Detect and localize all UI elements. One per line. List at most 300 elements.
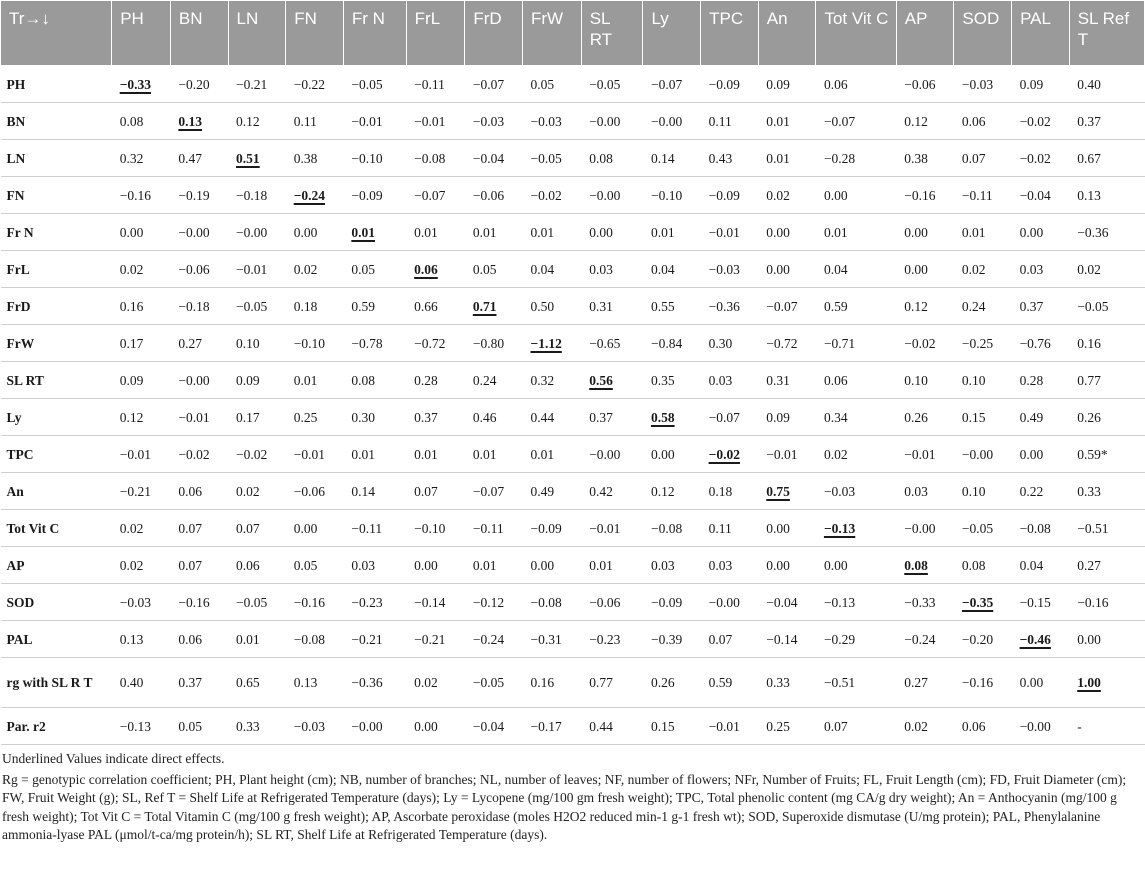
table-cell: −0.14 <box>758 621 816 658</box>
table-cell: 0.07 <box>170 510 228 547</box>
row-header: AP <box>1 547 112 584</box>
table-cell: −0.01 <box>286 436 344 473</box>
row-header: PAL <box>1 621 112 658</box>
direct-effect-cell: −1.12 <box>523 325 582 362</box>
direct-effect-cell: 0.06 <box>406 251 465 288</box>
row-header: FrD <box>1 288 112 325</box>
table-cell: 0.14 <box>643 140 701 177</box>
column-header: BN <box>170 1 228 66</box>
table-cell: 0.00 <box>758 251 816 288</box>
table-cell: 0.17 <box>228 399 286 436</box>
table-cell: −0.07 <box>701 399 759 436</box>
table-cell: 0.26 <box>1069 399 1144 436</box>
table-cell: −0.06 <box>465 177 523 214</box>
column-header-trait: Tr→↓ <box>1 1 112 66</box>
table-footnotes <box>0 745 1145 845</box>
table-cell: 0.12 <box>896 103 954 140</box>
table-cell: 0.10 <box>896 362 954 399</box>
table-cell: −0.18 <box>170 288 228 325</box>
table-cell: 0.25 <box>286 399 344 436</box>
table-cell: 0.07 <box>406 473 465 510</box>
table-cell: −0.39 <box>643 621 701 658</box>
table-cell: 0.31 <box>758 362 816 399</box>
table-cell: −0.21 <box>343 621 406 658</box>
table-cell: 0.03 <box>643 547 701 584</box>
row-header: SL RT <box>1 362 112 399</box>
table-row <box>1 510 1145 547</box>
row-header: Par. r2 <box>1 708 112 745</box>
table-cell: −0.16 <box>112 177 171 214</box>
table-cell: 0.02 <box>286 251 344 288</box>
table-cell: −0.16 <box>1069 584 1144 621</box>
row-header: LN <box>1 140 112 177</box>
column-header: SOD <box>954 1 1012 66</box>
table-cell: −0.00 <box>581 103 643 140</box>
table-cell: 0.66 <box>406 288 465 325</box>
table-cell: −0.07 <box>816 103 896 140</box>
table-cell: 0.01 <box>406 214 465 251</box>
table-cell: −0.24 <box>896 621 954 658</box>
table-cell: 0.11 <box>701 103 759 140</box>
table-cell: 0.06 <box>170 621 228 658</box>
direct-effect-cell: 0.01 <box>343 214 406 251</box>
table-cell: −0.06 <box>286 473 344 510</box>
table-cell: 0.13 <box>1069 177 1144 214</box>
column-header: FrW <box>523 1 582 66</box>
table-cell: 0.33 <box>758 658 816 708</box>
table-cell: −0.51 <box>1069 510 1144 547</box>
table-cell: −0.10 <box>286 325 344 362</box>
table-cell: 0.06 <box>816 362 896 399</box>
table-cell: 0.13 <box>286 658 344 708</box>
table-cell: −0.00 <box>170 362 228 399</box>
direct-effect-cell: −0.33 <box>112 66 171 103</box>
column-header: FrL <box>406 1 465 66</box>
table-cell: −0.03 <box>816 473 896 510</box>
table-cell: 0.06 <box>228 547 286 584</box>
table-cell: 0.30 <box>701 325 759 362</box>
row-header: SOD <box>1 584 112 621</box>
table-cell: −0.02 <box>170 436 228 473</box>
table-row <box>1 288 1145 325</box>
table-cell: −0.78 <box>343 325 406 362</box>
footnote-abbreviations: Rg = genotypic correlation coefficient; PH, Plant height (cm); NB, number of branches; NL, number of leaves; NF, number of flowers; NFr, Number of Fruits; FL, Fruit Length (cm); FD, Fruit Diameter (cm); FW, Fruit Weight (g); SL, Ref T = Shelf Life at Refrigerated Temperature (days); Ly = Lycopene (mg/100 gm fresh weight); TPC, Total phenolic content (mg CA/g dry weight); An = Anthocyanin (mg/100 g fresh weight); Tot Vit C = Total Vitamin C (mg/100 g fresh weight); AP, Ascorbate peroxidase (moles H2O2 reduced min-1 g-1 fresh wt); SOD, Superoxide dismutase (U/mg protein); PAL, Phenylalanine ammonia-lyase PAL (μmol/t-ca/mg protein/h); SL RT, Shelf Life at Refrigerated Temperature (days). <box>2 771 1127 842</box>
direct-effect-cell: −0.35 <box>954 584 1012 621</box>
table-cell: −0.10 <box>643 177 701 214</box>
table-cell: 0.03 <box>1012 251 1070 288</box>
table-cell: −0.05 <box>228 584 286 621</box>
direct-effect-cell: 0.08 <box>896 547 954 584</box>
table-cell: 0.38 <box>896 140 954 177</box>
table-cell: −0.09 <box>523 510 582 547</box>
table-cell: 0.40 <box>112 658 171 708</box>
table-cell: −0.13 <box>816 584 896 621</box>
column-header: Fr N <box>343 1 406 66</box>
table-cell: −0.00 <box>581 177 643 214</box>
table-cell: 0.00 <box>112 214 171 251</box>
table-cell: 0.01 <box>581 547 643 584</box>
table-cell: −0.16 <box>170 584 228 621</box>
table-cell: −0.09 <box>643 584 701 621</box>
table-cell: −0.06 <box>170 251 228 288</box>
table-cell: −0.06 <box>581 584 643 621</box>
table-cell: 0.17 <box>112 325 171 362</box>
table-cell: −0.07 <box>465 473 523 510</box>
table-cell: −0.07 <box>643 66 701 103</box>
table-cell: −0.08 <box>523 584 582 621</box>
table-row <box>1 473 1145 510</box>
table-cell: −0.15 <box>1012 584 1070 621</box>
footnote-direct-effects: Underlined Values indicate direct effects. <box>2 751 225 766</box>
row-header: An <box>1 473 112 510</box>
table-cell: −0.05 <box>581 66 643 103</box>
table-cell: 0.59 <box>343 288 406 325</box>
table-cell: −0.72 <box>406 325 465 362</box>
table-cell: −0.05 <box>954 510 1012 547</box>
table-cell: −0.72 <box>758 325 816 362</box>
table-cell: 0.47 <box>170 140 228 177</box>
table-cell: 0.02 <box>896 708 954 745</box>
table-cell: 0.00 <box>758 214 816 251</box>
table-cell: −0.28 <box>816 140 896 177</box>
table-cell: 0.44 <box>581 708 643 745</box>
table-cell: 0.24 <box>465 362 523 399</box>
table-cell: −0.11 <box>406 66 465 103</box>
table-cell: −0.02 <box>1012 103 1070 140</box>
table-cell: −0.05 <box>465 658 523 708</box>
table-cell: 0.01 <box>523 436 582 473</box>
direct-effect-cell: 0.71 <box>465 288 523 325</box>
table-cell: −0.17 <box>523 708 582 745</box>
table-cell: 0.08 <box>581 140 643 177</box>
table-cell: 0.31 <box>581 288 643 325</box>
table-cell: −0.01 <box>406 103 465 140</box>
table-cell: −0.71 <box>816 325 896 362</box>
table-cell: 0.00 <box>758 510 816 547</box>
column-header: FrD <box>465 1 523 66</box>
table-cell: −0.00 <box>1012 708 1070 745</box>
column-header: FN <box>286 1 344 66</box>
table-cell: 0.07 <box>701 621 759 658</box>
table-cell: 0.43 <box>701 140 759 177</box>
table-cell: 0.33 <box>1069 473 1144 510</box>
table-cell: −0.03 <box>523 103 582 140</box>
table-cell: −0.13 <box>112 708 171 745</box>
table-cell: - <box>1069 708 1144 745</box>
table-cell: 0.02 <box>406 658 465 708</box>
table-row <box>1 103 1145 140</box>
table-cell: 0.01 <box>465 436 523 473</box>
table-cell: 0.28 <box>406 362 465 399</box>
table-cell: 0.01 <box>954 214 1012 251</box>
table-cell: −0.18 <box>228 177 286 214</box>
table-cell: −0.07 <box>758 288 816 325</box>
table-cell: −0.05 <box>1069 288 1144 325</box>
row-header: FrL <box>1 251 112 288</box>
table-cell: 0.00 <box>758 547 816 584</box>
table-cell: 0.08 <box>112 103 171 140</box>
column-header: SL Ref T <box>1069 1 1144 66</box>
table-cell: 0.02 <box>112 547 171 584</box>
table-cell: −0.05 <box>523 140 582 177</box>
table-cell: −0.09 <box>701 177 759 214</box>
table-row <box>1 399 1145 436</box>
row-header: Ly <box>1 399 112 436</box>
table-cell: 0.11 <box>701 510 759 547</box>
table-cell: 0.00 <box>286 214 344 251</box>
table-row <box>1 708 1145 745</box>
table-cell: −0.16 <box>954 658 1012 708</box>
table-cell: −0.16 <box>286 584 344 621</box>
table-cell: −0.11 <box>343 510 406 547</box>
table-cell: 0.05 <box>523 66 582 103</box>
table-cell: −0.80 <box>465 325 523 362</box>
row-header: FN <box>1 177 112 214</box>
table-cell: 0.49 <box>523 473 582 510</box>
table-cell: 0.05 <box>286 547 344 584</box>
table-cell: 0.05 <box>170 708 228 745</box>
table-cell: −0.21 <box>228 66 286 103</box>
table-cell: 0.01 <box>286 362 344 399</box>
table-row <box>1 325 1145 362</box>
column-header: LN <box>228 1 286 66</box>
table-cell: 0.02 <box>112 510 171 547</box>
row-header: Tot Vit C <box>1 510 112 547</box>
table-cell: −0.06 <box>896 66 954 103</box>
table-cell: 0.12 <box>643 473 701 510</box>
table-cell: 0.06 <box>954 708 1012 745</box>
table-row <box>1 621 1145 658</box>
table-cell: −0.05 <box>343 66 406 103</box>
table-cell: 0.08 <box>954 547 1012 584</box>
table-cell: 0.08 <box>343 362 406 399</box>
table-cell: 0.27 <box>896 658 954 708</box>
direct-effect-cell: −0.46 <box>1012 621 1070 658</box>
table-cell: −0.02 <box>523 177 582 214</box>
table-cell: −0.08 <box>643 510 701 547</box>
direct-effect-cell: 1.00 <box>1069 658 1144 708</box>
table-cell: −0.07 <box>465 66 523 103</box>
table-cell: −0.31 <box>523 621 582 658</box>
table-cell: 0.37 <box>406 399 465 436</box>
table-cell: 0.09 <box>758 399 816 436</box>
table-cell: 0.32 <box>112 140 171 177</box>
table-cell: 0.02 <box>112 251 171 288</box>
table-cell: 0.04 <box>643 251 701 288</box>
table-cell: −0.84 <box>643 325 701 362</box>
table-cell: 0.59 <box>701 658 759 708</box>
table-cell: −0.00 <box>954 436 1012 473</box>
table-cell: −0.19 <box>170 177 228 214</box>
table-cell: −0.04 <box>465 708 523 745</box>
table-cell: 0.00 <box>816 177 896 214</box>
table-cell: 0.26 <box>896 399 954 436</box>
row-header: rg with SL R T <box>1 658 112 708</box>
column-header: PAL <box>1012 1 1070 66</box>
direct-effect-cell: 0.51 <box>228 140 286 177</box>
table-cell: −0.09 <box>343 177 406 214</box>
table-cell: 0.01 <box>406 436 465 473</box>
table-cell: −0.01 <box>170 399 228 436</box>
table-cell: 0.26 <box>643 658 701 708</box>
table-cell: 0.32 <box>523 362 582 399</box>
table-cell: 0.09 <box>228 362 286 399</box>
table-cell: 0.09 <box>758 66 816 103</box>
table-cell: 0.03 <box>581 251 643 288</box>
table-cell: 0.16 <box>1069 325 1144 362</box>
table-row <box>1 547 1145 584</box>
table-header-row <box>1 1 1145 66</box>
table-cell: 0.03 <box>343 547 406 584</box>
table-cell: 0.22 <box>1012 473 1070 510</box>
table-cell: 0.46 <box>465 399 523 436</box>
table-cell: 0.12 <box>896 288 954 325</box>
table-cell: 0.24 <box>954 288 1012 325</box>
table-cell: −0.36 <box>701 288 759 325</box>
table-cell: 0.00 <box>1069 621 1144 658</box>
table-cell: −0.00 <box>581 436 643 473</box>
table-cell: 0.30 <box>343 399 406 436</box>
table-cell: −0.22 <box>286 66 344 103</box>
table-cell: −0.16 <box>896 177 954 214</box>
row-header: TPC <box>1 436 112 473</box>
table-cell: −0.04 <box>1012 177 1070 214</box>
table-cell: 0.03 <box>701 362 759 399</box>
table-cell: 0.04 <box>523 251 582 288</box>
table-cell: 0.27 <box>170 325 228 362</box>
table-cell: 0.77 <box>581 658 643 708</box>
table-cell: −0.00 <box>643 103 701 140</box>
table-cell: −0.01 <box>228 251 286 288</box>
table-cell: 0.12 <box>228 103 286 140</box>
table-cell: 0.34 <box>816 399 896 436</box>
row-header: Fr N <box>1 214 112 251</box>
table-cell: 0.01 <box>758 103 816 140</box>
table-cell: −0.24 <box>465 621 523 658</box>
table-cell: −0.01 <box>701 214 759 251</box>
table-cell: 0.09 <box>1012 66 1070 103</box>
table-cell: −0.02 <box>228 436 286 473</box>
table-cell: −0.00 <box>170 214 228 251</box>
table-cell: 0.03 <box>701 547 759 584</box>
table-cell: 0.09 <box>112 362 171 399</box>
table-body <box>1 66 1145 745</box>
table-cell: 0.15 <box>954 399 1012 436</box>
table-cell: 0.50 <box>523 288 582 325</box>
table-cell: −0.03 <box>286 708 344 745</box>
table-cell: −0.02 <box>1012 140 1070 177</box>
column-header: PH <box>112 1 171 66</box>
table-cell: 0.00 <box>1012 436 1070 473</box>
table-cell: −0.11 <box>954 177 1012 214</box>
direct-effect-cell: −0.13 <box>816 510 896 547</box>
table-cell: 0.00 <box>406 547 465 584</box>
table-cell: 0.40 <box>1069 66 1144 103</box>
table-cell: −0.00 <box>896 510 954 547</box>
table-cell: −0.21 <box>406 621 465 658</box>
direct-effect-cell: 0.75 <box>758 473 816 510</box>
table-cell: 0.02 <box>954 251 1012 288</box>
table-cell: 0.15 <box>643 708 701 745</box>
table-cell: 0.05 <box>465 251 523 288</box>
table-cell: 0.16 <box>523 658 582 708</box>
table-cell: 0.28 <box>1012 362 1070 399</box>
table-cell: −0.00 <box>228 214 286 251</box>
table-cell: 0.11 <box>286 103 344 140</box>
table-cell: 0.00 <box>816 547 896 584</box>
table-cell: 0.07 <box>228 510 286 547</box>
table-cell: 0.02 <box>816 436 896 473</box>
table-cell: −0.10 <box>406 510 465 547</box>
table-row <box>1 251 1145 288</box>
table-cell: 0.25 <box>758 708 816 745</box>
table-row <box>1 584 1145 621</box>
table-cell: 0.18 <box>286 288 344 325</box>
table-cell: −0.11 <box>465 510 523 547</box>
table-cell: −0.25 <box>954 325 1012 362</box>
table-cell: −0.01 <box>896 436 954 473</box>
table-cell: 0.44 <box>523 399 582 436</box>
row-header: FrW <box>1 325 112 362</box>
table-cell: −0.10 <box>343 140 406 177</box>
table-cell: −0.07 <box>406 177 465 214</box>
table-cell: 0.37 <box>1012 288 1070 325</box>
table-cell: −0.00 <box>343 708 406 745</box>
table-cell: 0.06 <box>816 66 896 103</box>
table-row <box>1 436 1145 473</box>
table-cell: −0.33 <box>896 584 954 621</box>
table-row <box>1 658 1145 708</box>
table-cell: 0.01 <box>465 547 523 584</box>
table-cell: −0.04 <box>758 584 816 621</box>
table-cell: 0.67 <box>1069 140 1144 177</box>
table-row <box>1 66 1145 103</box>
table-cell: 0.37 <box>581 399 643 436</box>
table-cell: −0.02 <box>896 325 954 362</box>
table-cell: −0.08 <box>406 140 465 177</box>
table-cell: −0.01 <box>112 436 171 473</box>
table-cell: −0.14 <box>406 584 465 621</box>
table-cell: −0.29 <box>816 621 896 658</box>
table-cell: −0.21 <box>112 473 171 510</box>
table-cell: −0.08 <box>286 621 344 658</box>
table-cell: −0.08 <box>1012 510 1070 547</box>
table-cell: 0.01 <box>465 214 523 251</box>
table-cell: −0.20 <box>954 621 1012 658</box>
table-row <box>1 140 1145 177</box>
table-cell: 0.77 <box>1069 362 1144 399</box>
table-cell: −0.09 <box>701 66 759 103</box>
table-cell: 0.49 <box>1012 399 1070 436</box>
table-cell: −0.65 <box>581 325 643 362</box>
table-cell: 0.42 <box>581 473 643 510</box>
table-cell: −0.00 <box>701 584 759 621</box>
table-cell: 0.00 <box>1012 658 1070 708</box>
row-header: PH <box>1 66 112 103</box>
table-cell: −0.36 <box>1069 214 1144 251</box>
row-header: BN <box>1 103 112 140</box>
table-cell: 0.13 <box>112 621 171 658</box>
column-header: An <box>758 1 816 66</box>
table-cell: −0.05 <box>228 288 286 325</box>
table-cell: 0.35 <box>643 362 701 399</box>
table-cell: 0.55 <box>643 288 701 325</box>
table-cell: 0.01 <box>228 621 286 658</box>
table-cell: −0.51 <box>816 658 896 708</box>
table-cell: 0.10 <box>954 473 1012 510</box>
table-cell: −0.03 <box>112 584 171 621</box>
table-cell: 0.00 <box>1012 214 1070 251</box>
